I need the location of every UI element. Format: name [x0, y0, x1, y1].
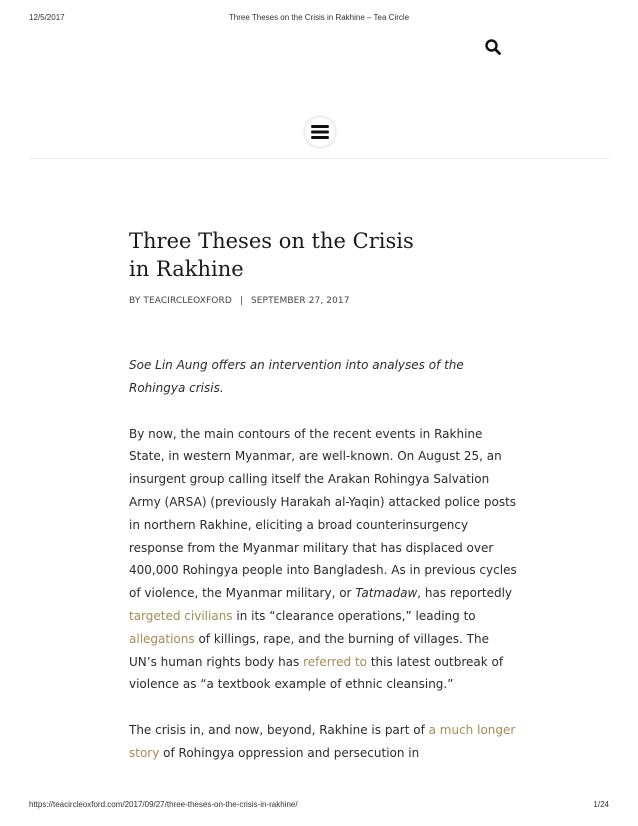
link-targeted-civilians[interactable]: targeted civilians: [129, 608, 233, 623]
p1-text-4: of killings, rape, and the burning of villages. The UN’s human rights body has: [129, 631, 489, 669]
print-footer: [0, 800, 638, 812]
print-header: [0, 13, 638, 25]
p1-text-2: , has reportedly: [417, 586, 513, 601]
byline: [129, 296, 350, 306]
print-page-number: 1/24: [593, 800, 609, 809]
print-url: https://teacircleoxford.com/2017/09/27/three-theses-on-the-crisis-in-rakhine/: [29, 800, 298, 809]
link-allegations[interactable]: allegations: [129, 631, 195, 646]
search-icon: [484, 38, 502, 56]
link-referred-to[interactable]: referred to: [303, 654, 368, 669]
print-page-title: Three Theses on the Crisis in Rakhine – Tea Circle: [228, 13, 410, 22]
hamburger-menu-icon: [311, 124, 329, 140]
title-line-2: in Rakhine: [129, 257, 244, 281]
article-intro: Soe Lin Aung offers an intervention into analyses of the Rohingya crisis.: [129, 358, 464, 395]
title-line-1: Three Theses on the Crisis: [129, 229, 414, 253]
byline-separator: |: [239, 296, 243, 306]
paragraph-1: [129, 423, 517, 697]
article-body: [129, 354, 517, 788]
p2-text-2: of Rohingya oppression and persecution in: [159, 745, 420, 760]
print-date: 12/5/2017: [29, 13, 65, 22]
byline-author[interactable]: BY TEACIRCLEOXFORD: [129, 296, 232, 306]
search-button[interactable]: [484, 38, 502, 56]
article-title: [129, 227, 429, 283]
byline-date[interactable]: SEPTEMBER 27, 2017: [250, 296, 350, 306]
p1-text-5: this latest outbreak of violence as “a textbook example of ethnic cleansing.”: [129, 654, 504, 692]
menu-button[interactable]: [305, 117, 335, 147]
p2-text-1: The crisis in, and now, beyond, Rakhine is part of: [129, 723, 429, 738]
paragraph-2: [129, 719, 517, 765]
link-longer-story[interactable]: a much longer story: [129, 723, 516, 760]
p1-text-3: in its “clearance operations,” leading to: [232, 608, 476, 623]
p1-emphasis: Tatmadaw: [355, 586, 418, 601]
p1-text-1: By now, the main contours of the recent events in Rakhine State, in western Myanmar, are well-known. On August 25, an insurgent group calling itself the Arakan Rohingya Salvation Army (ARSA) (previously Harakah al-Yaqin) attacked police posts in northern Rakhine, eliciting a broad counterinsurgency response from the Myanmar military that has displaced over 400,000 Rohingya people into Bangladesh. As in previous cycles of violence, the Myanmar military, or: [129, 426, 517, 601]
header-divider: [29, 158, 609, 159]
